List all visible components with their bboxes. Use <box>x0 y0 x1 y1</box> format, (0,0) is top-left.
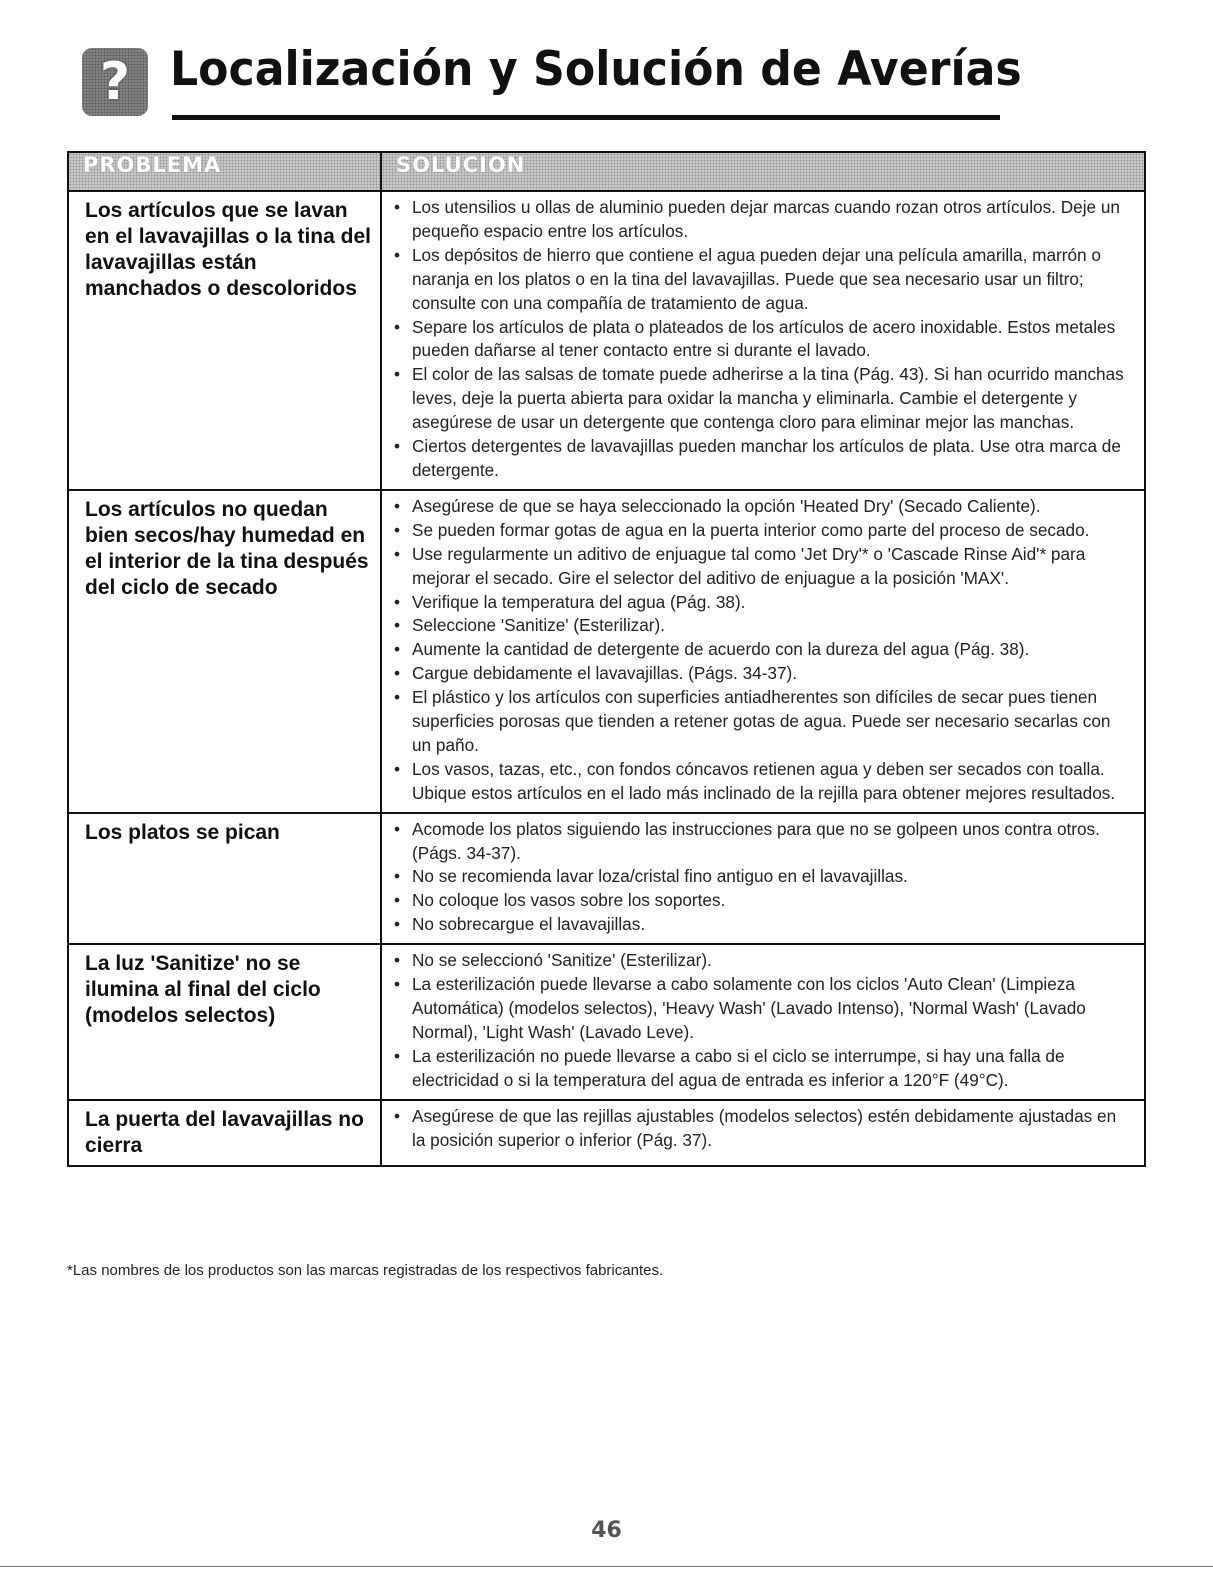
solution-item: • Ciertos detergentes de lavavajillas pueden manchar los artículos de plata. Use otra marca de detergente. <box>394 435 1126 483</box>
solution-item: • No sobrecargue el lavavajillas. <box>394 913 1126 937</box>
solution-list <box>394 196 1126 483</box>
solution-item: • Separe los artículos de plata o plateados de los artículos de acero inoxidable. Estos metales pueden dañarse al tener contacto entre si durante el lavado. <box>394 316 1126 364</box>
problem-cell: La luz 'Sanitize' no se ilumina al final del ciclo (modelos selectos) <box>68 944 381 1099</box>
troubleshooting-table <box>67 151 1146 1167</box>
solution-item: • Asegúrese de que se haya seleccionado la opción 'Heated Dry' (Secado Caliente). <box>394 495 1126 519</box>
problem-cell: La puerta del lavavajillas no cierra <box>68 1100 381 1166</box>
solution-cell <box>381 813 1145 945</box>
question-mark-glyph: ? <box>99 52 131 112</box>
solution-cell <box>381 1100 1145 1166</box>
problem-cell: Los artículos no quedan bien secos/hay humedad en el interior de la tina después del ciclo de secado <box>68 490 381 813</box>
bottom-rule <box>0 1566 1213 1567</box>
problem-column-header: PROBLEMA <box>68 152 381 191</box>
solution-list <box>394 495 1126 806</box>
table-row <box>68 490 1145 813</box>
solution-item: • No se seleccionó 'Sanitize' (Esterilizar). <box>394 949 1126 973</box>
solution-item: • Acomode los platos siguiendo las instrucciones para que no se golpeen unos contra otros. (Págs. 34-37). <box>394 818 1126 866</box>
solution-item: • Aumente la cantidad de detergente de acuerdo con la dureza del agua (Pág. 38). <box>394 638 1126 662</box>
solution-item: • Los vasos, tazas, etc., con fondos cóncavos retienen agua y deben ser secados con toalla. Ubique estos artículos en el lado más inclinado de la rejilla para obtener mejores resultados. <box>394 758 1126 806</box>
solution-item: • Los utensilios u ollas de aluminio pueden dejar marcas cuando rozan otros artículos. Deje un pequeño espacio entre los artículos. <box>394 196 1126 244</box>
solution-item: • La esterilización no puede llevarse a cabo si el ciclo se interrumpe, si hay una falla de electricidad o si la temperatura del agua de entrada es inferior a 120°F (49°C). <box>394 1045 1126 1093</box>
solution-item: • No coloque los vasos sobre los soportes. <box>394 889 1126 913</box>
solution-item: • Se pueden formar gotas de agua en la puerta interior como parte del proceso de secado. <box>394 519 1126 543</box>
problem-cell: Los artículos que se lavan en el lavavajillas o la tina del lavavajillas están manchados o descoloridos <box>68 191 381 490</box>
solution-item: • Seleccione 'Sanitize' (Esterilizar). <box>394 614 1126 638</box>
solution-list <box>394 1105 1126 1153</box>
table-row <box>68 1100 1145 1166</box>
page-title: Localización y Solución de Averías <box>170 42 1022 97</box>
table-row <box>68 944 1145 1099</box>
question-mark-icon <box>82 48 148 116</box>
solution-column-header: SOLUCION <box>381 152 1145 191</box>
table-body <box>68 191 1145 1166</box>
solution-item: • La esterilización puede llevarse a cabo solamente con los ciclos 'Auto Clean' (Limpieza Automática) (modelos selectos), 'Heavy Wash' (Lavado Intenso), 'Normal Wash' (Lavado Normal), 'Light Wash' (Lavado Leve). <box>394 973 1126 1045</box>
solution-item: • El plástico y los artículos con superficies antiadherentes son difíciles de secar pues tienen superficies porosas que tienden a retener gotas de agua. Puede ser necesario secarlas con un paño. <box>394 686 1126 758</box>
solution-item: • Asegúrese de que las rejillas ajustables (modelos selectos) estén debidamente ajustadas en la posición superior o inferior (Pág. 37). <box>394 1105 1126 1153</box>
table-row <box>68 191 1145 490</box>
solution-list <box>394 949 1126 1092</box>
table-row <box>68 813 1145 945</box>
solution-item: • Los depósitos de hierro que contiene el agua pueden dejar una película amarilla, marrón o naranja en los platos o en la tina del lavavajillas. Puede que sea necesario usar un filtro; consulte con una compañía de tratamiento de agua. <box>394 244 1126 316</box>
problem-cell: Los platos se pican <box>68 813 381 945</box>
page-number: 46 <box>591 1518 622 1543</box>
solution-cell <box>381 944 1145 1099</box>
title-underline <box>172 115 1000 120</box>
solution-item: • Use regularmente un aditivo de enjuague tal como 'Jet Dry'* o 'Cascade Rinse Aid'* para mejorar el secado. Gire el selector del aditivo de enjuague a la posición 'MAX'. <box>394 543 1126 591</box>
solution-item: • Verifique la temperatura del agua (Pág. 38). <box>394 591 1126 615</box>
table-header-row <box>68 152 1145 191</box>
page-header <box>82 40 1022 122</box>
solution-cell <box>381 191 1145 490</box>
solution-item: • No se recomienda lavar loza/cristal fino antiguo en el lavavajillas. <box>394 865 1126 889</box>
solution-item: • El color de las salsas de tomate puede adherirse a la tina (Pág. 43). Si han ocurrido manchas leves, deje la puerta abierta para oxidar la mancha y eliminarla. Cambie el detergente y asegúrese de usar un detergente que contenga cloro para eliminar mejor las manchas. <box>394 363 1126 435</box>
solution-cell <box>381 490 1145 813</box>
solution-item: • Cargue debidamente el lavavajillas. (Págs. 34-37). <box>394 662 1126 686</box>
footnote: *Las nombres de los productos son las marcas registradas de los respectivos fabricantes. <box>67 1262 664 1279</box>
solution-list <box>394 818 1126 938</box>
